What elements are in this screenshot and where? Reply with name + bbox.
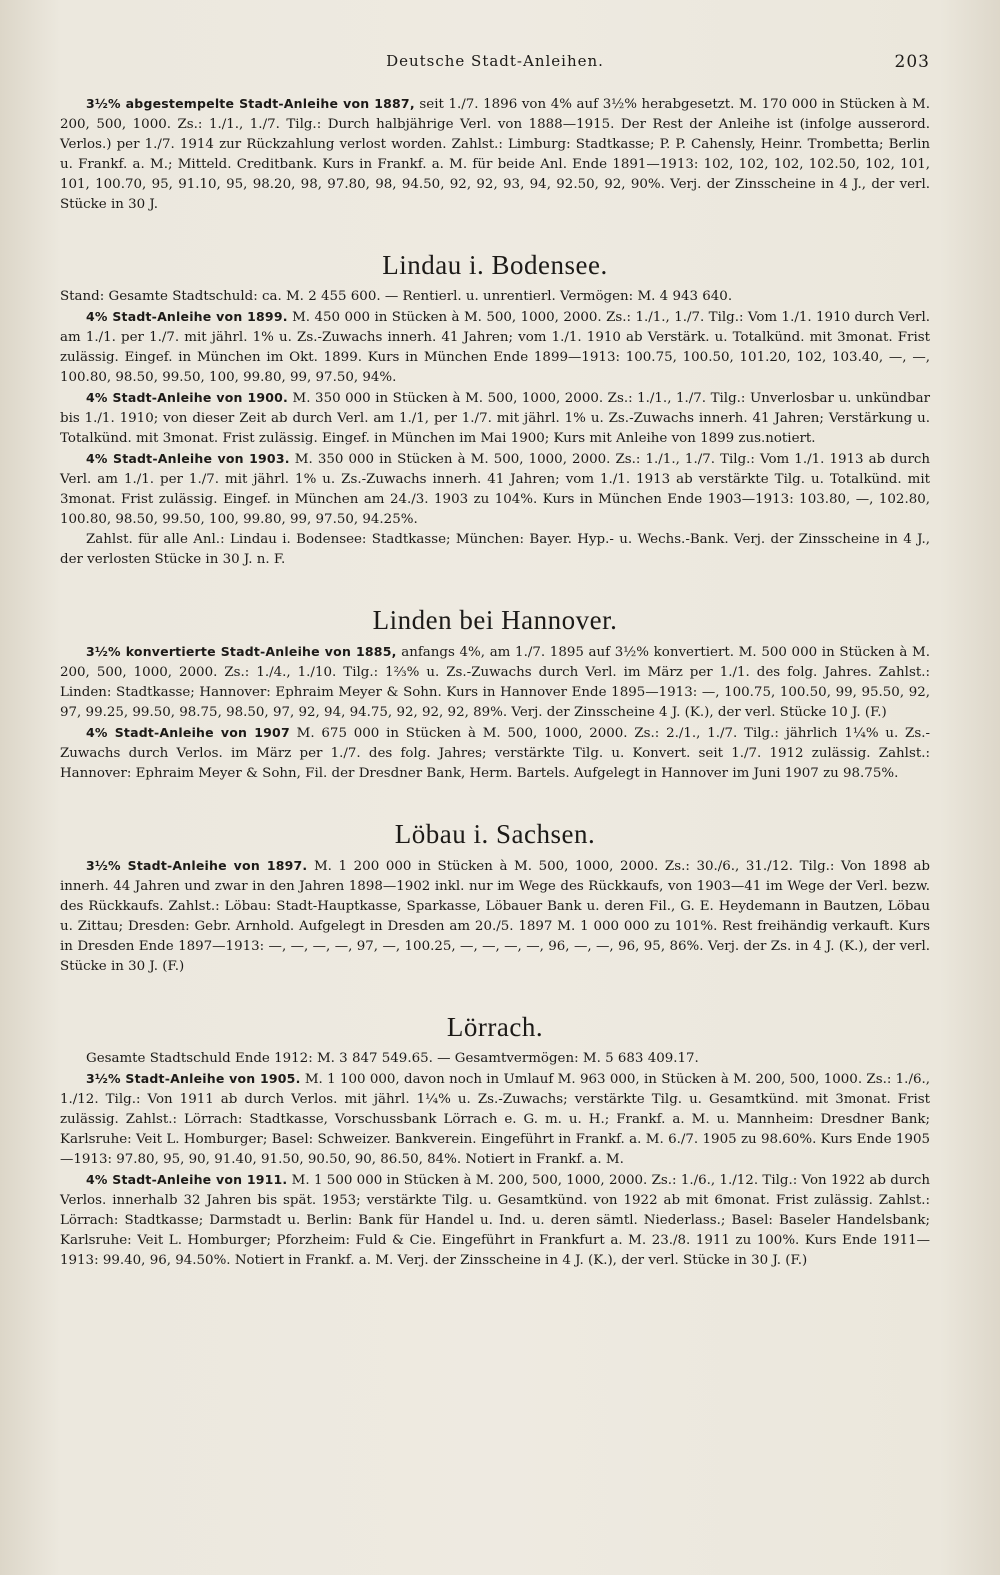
linden-paragraph-2 bbox=[60, 723, 930, 784]
paragraph-text: seit 1./7. 1896 von 4% auf 3½% herabgesetzt. M. 170 000 in Stücken à M. 200, 500, 1000. Zs.: 1./1., 1./7. Tilg.: Durch halbjährige Verl. von 1888—1915. Der Rest der Anleihe ist (infolge ausserord. Verlos.) per 1./7. 1914 zur Rückzahlung verlost worden. Zahlst.: Limburg: Stadtkasse; P. P. Cahensly, Heinr. Trombetta; Berlin u. Frankf. a. M.; Mitteld. Creditbank. Kurs in Frankf. a. M. für beide Anl. Ende 1891—1913: 102, 102, 102, 102.50, 102, 101, 101, 100.70, 95, 91.10, 95, 98.20, 98, 97.80, 98, 94.50, 92, 92, 93, 94, 92.50, 92, 90%. Verj. der Zinsscheine in 4 J., der verl. Stücke in 30 J. bbox=[60, 97, 930, 212]
intro-paragraph bbox=[60, 94, 930, 215]
lindau-paragraph-4 bbox=[60, 449, 930, 530]
lindau-paragraph-3 bbox=[60, 388, 930, 449]
loan-heading: 3½% konvertierte Stadt-Anleihe von 1885, bbox=[86, 644, 397, 659]
lindau-paragraph-1 bbox=[60, 287, 930, 307]
loan-heading: 3½% Stadt-Anleihe von 1905. bbox=[86, 1071, 301, 1086]
running-header bbox=[60, 46, 930, 82]
lindau-paragraph-5 bbox=[60, 530, 930, 570]
linden-paragraph-1 bbox=[60, 642, 930, 723]
article-body bbox=[60, 94, 930, 1271]
loerrach-paragraph-3 bbox=[60, 1170, 930, 1271]
paragraph-text: M. 1 500 000 in Stücken à M. 200, 500, 1000, 2000. Zs.: 1./6., 1./12. Tilg.: Von 1922 ab durch Verlos. innerhalb 32 Jahren bis spät. 1953; verstärkte Tilg. u. Gesamtkünd. von 1922 ab mit 6monat. Frist zulässig. Zahlst.: Lörrach: Stadtkasse; Darmstadt u. Berlin: Bank für Handel u. Ind. u. deren sämtl. Niederlass.; Basel: Baseler Handelsbank; Karlsruhe: Veit L. Homburger; Pforzheim: Fuld & Cie. Eingeführt in Frankfurt a. M. 23./8. 1911 zu 100%. Kurs Ende 1911—1913: 99.40, 96, 94.50%. Notiert in Frankf. a. M. Verj. der Zinsscheine in 4 J. (K.), der verl. Stücke in 30 J. (F.) bbox=[60, 1173, 930, 1268]
loan-heading: 4% Stadt-Anleihe von 1911. bbox=[86, 1172, 288, 1187]
loan-heading: 4% Stadt-Anleihe von 1899. bbox=[86, 309, 288, 324]
section-title-linden: Linden bei Hannover. bbox=[372, 605, 618, 635]
loebau-paragraph-1 bbox=[60, 856, 930, 977]
lindau-paragraph-2 bbox=[60, 307, 930, 388]
loan-heading: 4% Stadt-Anleihe von 1907 bbox=[86, 725, 290, 740]
paragraph-text: M. 1 100 000, davon noch in Umlauf M. 963 000, in Stücken à M. 200, 500, 1000. Zs.: 1./6., 1./12. Tilg.: Von 1911 ab durch Verlos. mit jährl. 1¼% u. Zs.-Zuwachs; verstärkte Tilg. u. Gesamtkünd. mit 3monat. Frist zulässig. Zahlst.: Lörrach: Stadtkasse, Vorschussbank Lörrach e. G. m. u. H.; Frankf. a. M. u. Mannheim: Dresdner Bank; Karlsruhe: Veit L. Homburger; Basel: Schweizer. Bankverein. Eingeführt in Frankf. a. M. 6./7. 1905 zu 98.60%. Kurs Ende 1905—1913: 97.80, 95, 90, 91.40, 91.50, 90.50, 90, 86.50, 84%. Notiert in Frankf. a. M. bbox=[60, 1072, 930, 1167]
loan-heading: 3½% Stadt-Anleihe von 1897. bbox=[86, 858, 308, 873]
paragraph-text: Stand: Gesamte Stadtschuld: ca. M. 2 455 600. — Rentierl. u. unrentierl. Vermögen: M. 4 943 640. bbox=[60, 289, 733, 304]
loan-heading: 4% Stadt-Anleihe von 1900. bbox=[86, 390, 289, 405]
page-number: 203 bbox=[894, 52, 930, 72]
section-title-loebau: Löbau i. Sachsen. bbox=[394, 819, 596, 849]
running-title: Deutsche Stadt-Anleihen. bbox=[386, 52, 604, 70]
paragraph-text: M. 350 000 in Stücken à M. 500, 1000, 2000. Zs.: 1./1., 1./7. Tilg.: Unverlosbar u. unkündbar bis 1./1. 1910; von dieser Zeit ab durch Verl. am 1./1, per 1./7. mit jährl. 1% u. Zs.-Zuwachs innerh. 41 Jahren; Verstärkung u. Totalkünd. mit 3monat. Frist zulässig. Eingef. in München im Mai 1900; Kurs mit Anleihe von 1899 zus.notiert. bbox=[60, 391, 931, 446]
paragraph-text: M. 350 000 in Stücken à M. 500, 1000, 2000. Zs.: 1./1., 1./7. Tilg.: Vom 1./1. 1913 ab durch Verl. am 1./1. per 1./7. mit jährl. 1% u. Zs.-Zuwachs innerh. 41 Jahren; vom 1./1. 1913 ab verstärkte Tilg. u. Totalkünd. mit 3monat. Frist zulässig. Eingef. in München am 24./3. 1903 zu 104%. Kurs in München Ende 1903—1913: 103.80, —, 102.80, 100.80, 98.50, 99.50, 100, 99.80, 99, 97.50, 94.25%. bbox=[60, 452, 930, 527]
loerrach-paragraph-2 bbox=[60, 1069, 930, 1170]
loan-heading: 3½% abgestempelte Stadt-Anleihe von 1887, bbox=[86, 96, 415, 111]
paragraph-text: M. 675 000 in Stücken à M. 500, 1000, 2000. Zs.: 2./1., 1./7. Tilg.: jährlich 1¼% u. Zs.-Zuwachs durch Verlos. im März per 1./7. des folg. Jahres; verstärkte Tilg. u. Konvert. seit 1./7. 1912 zulässig. Zahlst.: Hannover: Ephraim Meyer & Sohn, Fil. der Dresdner Bank, Herm. Bartels. Aufgelegt in Hannover im Juni 1907 zu 98.75%. bbox=[60, 726, 930, 781]
paragraph-text: M. 450 000 in Stücken à M. 500, 1000, 2000. Zs.: 1./1., 1./7. Tilg.: Vom 1./1. 1910 durch Verl. am 1./1. per 1./7. mit jährl. 1% u. Zs.-Zuwachs innerh. 41 Jahren; vom 1./1. 1910 ab Verstärk. u. Totalkünd. mit 3monat. Frist zulässig. Eingef. in München im Okt. 1899. Kurs in München Ende 1899—1913: 100.75, 100.50, 101.20, 102, 103.40, —, —, 100.80, 98.50, 99.50, 100, 99.80, 99, 97.50, 94%. bbox=[60, 310, 930, 385]
paragraph-text: anfangs 4%, am 1./7. 1895 auf 3½% konvertiert. M. 500 000 in Stücken à M. 200, 500, 1000, 2000. Zs.: 1./4., 1./10. Tilg.: 1⅔% u. Zs.-Zuwachs durch Verl. im März per 1./1. des folg. Jahres. Zahlst.: Linden: Stadtkasse; Hannover: Ephraim Meyer & Sohn. Kurs in Hannover Ende 1895—1913: —, 100.75, 100.50, 99, 95.50, 92, 97, 99.25, 99.50, 98.75, 98.50, 97, 92, 94, 94.75, 92, 92, 92, 89%. Verj. der Zinsscheine 4 J. (K.), der verl. Stücke 10 J. (F.) bbox=[60, 645, 931, 720]
loerrach-paragraph-1 bbox=[60, 1049, 930, 1069]
section-title-lindau: Lindau i. Bodensee. bbox=[382, 250, 608, 280]
paragraph-text: Gesamte Stadtschuld Ende 1912: M. 3 847 549.65. — Gesamtvermögen: M. 5 683 409.17. bbox=[86, 1051, 699, 1066]
section-title-loerrach: Lörrach. bbox=[446, 1012, 544, 1042]
loan-heading: 4% Stadt-Anleihe von 1903. bbox=[86, 451, 290, 466]
paragraph-text: Zahlst. für alle Anl.: Lindau i. Bodensee: Stadtkasse; München: Bayer. Hyp.- u. Wechs.-Bank. Verj. der Zinsscheine in 4 J., der verlosten Stücke in 30 J. n. F. bbox=[60, 532, 930, 567]
paragraph-text: M. 1 200 000 in Stücken à M. 500, 1000, 2000. Zs.: 30./6., 31./12. Tilg.: Von 1898 ab innerh. 44 Jahren und zwar in den Jahren 1898—1902 inkl. nur im Wege des Rückkaufs, von 1903—41 im Wege der Verl. bezw. des Rückkaufs. Zahlst.: Löbau: Stadt-Hauptkasse, Sparkasse, Löbauer Bank u. deren Fil., G. E. Heydemann in Bautzen, Löbau u. Zittau; Dresden: Gebr. Arnhold. Aufgelegt in Dresden am 20./5. 1897 M. 1 000 000 zu 101%. Rest freihändig verkauft. Kurs in Dresden Ende 1897—1913: —, —, —, —, 97, —, 100.25, —, —, —, —, 96, —, —, 96, 95, 86%. Verj. der Zs. in 4 J. (K.), der verl. Stücke in 30 J. (F.) bbox=[60, 859, 931, 974]
